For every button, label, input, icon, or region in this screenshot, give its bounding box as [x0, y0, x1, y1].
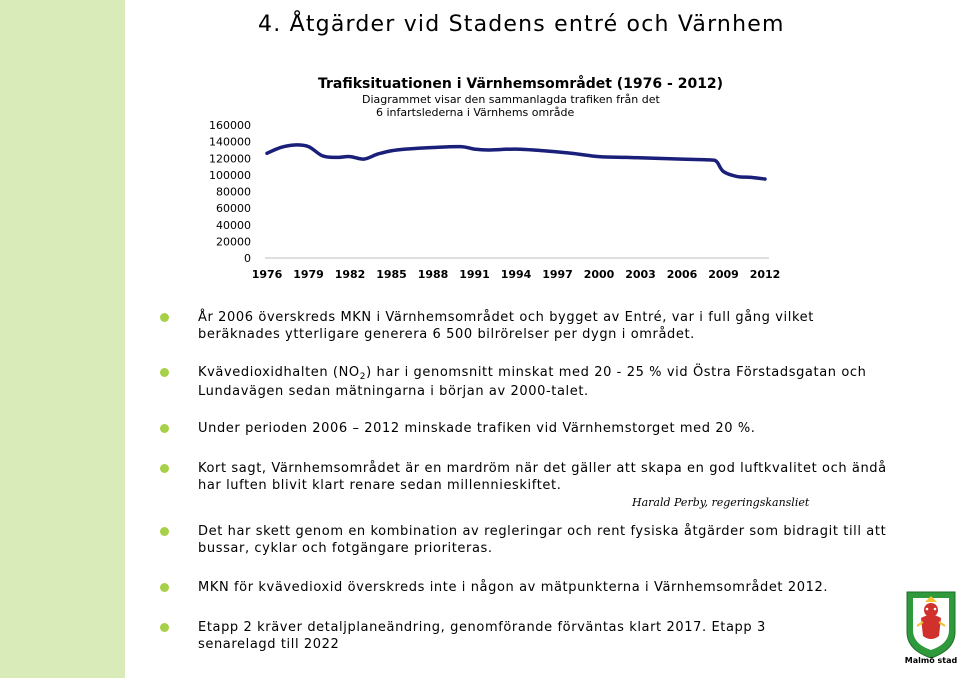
x-tick-label: 2000 [583, 268, 615, 281]
y-tick-label: 160000 [209, 119, 251, 132]
bullet-text: Kort sagt, Värnhemsområdet är en mardröm när det gäller att skapa en god luftkvalitet och ändå har luften blivit klart renare sedan millennieskiftet. [198, 461, 887, 493]
bullet-dot-icon [160, 527, 169, 536]
logo-text: Malmö stad [904, 656, 958, 665]
bullet-text: Etapp 2 kräver detaljplaneändring, genomförande förväntas klart 2017. Etapp 3 senarelagd till 2022 [198, 620, 766, 652]
traffic-series-line [267, 145, 765, 179]
x-tick-label: 1997 [542, 268, 573, 281]
chart-subtitle-line-2: 6 infartslederna i Värnhems område [376, 106, 575, 119]
x-tick-label: 2009 [708, 268, 739, 281]
bullet-dot-icon [160, 368, 169, 377]
x-tick-label: 2012 [749, 268, 781, 281]
bullet-dot-icon [160, 583, 169, 592]
x-tick-label: 2003 [625, 268, 656, 281]
x-tick-label: 2006 [666, 268, 698, 281]
slide-title: 4. Åtgärder vid Stadens entré och Värnhem [258, 12, 785, 37]
bullet-dot-icon [160, 464, 169, 473]
quote-attribution: Harald Perby, regeringskansliet [632, 496, 810, 509]
bullet-text: MKN för kvävedioxid överskreds inte i någon av mätpunkterna i Värnhemsområdet 2012. [198, 580, 829, 595]
x-tick-label: 1976 [251, 268, 283, 281]
chart-subtitle [362, 93, 660, 119]
bullet-text [198, 364, 888, 400]
bullet-text: Det har skett genom en kombination av regleringar och rent fysiska åtgärder som bidragit till att bussar, cyklar och fotgängare prioriteras. [198, 524, 887, 556]
y-tick-label: 100000 [209, 168, 251, 182]
bullet-dot-icon [160, 623, 169, 632]
bullet-dot-icon [160, 424, 169, 433]
x-tick-label: 1979 [293, 268, 324, 281]
y-tick-label: 120000 [209, 152, 251, 166]
bullet-text: År 2006 överskreds MKN i Värnhemsområdet och bygget av Entré, var i full gång vilket beräknades ytterligare generera 6 500 bilrörelser per dygn i området. [198, 310, 814, 342]
y-tick-label: 60000 [216, 202, 251, 216]
y-tick-label: 20000 [216, 235, 251, 249]
bullet-dot-icon [160, 313, 169, 322]
x-tick-label: 1994 [500, 268, 532, 281]
y-tick-label: 80000 [216, 185, 251, 199]
x-tick-label: 1991 [459, 268, 490, 281]
y-tick-label: 140000 [209, 135, 251, 149]
y-tick-label: 40000 [216, 218, 251, 232]
x-tick-label: 1988 [417, 268, 449, 281]
x-tick-label: 1985 [376, 268, 407, 281]
bullet-text-part: ) har i genomsnitt minskat med 20 - 25 % vid Östra Förstadsgatan och Lundavägen sedan mätningarna i början av 2000-talet. [198, 365, 867, 399]
chart-subtitle-line-1: Diagrammet visar den sammanlagda trafiken från det [362, 93, 660, 106]
x-tick-label: 1982 [334, 268, 366, 281]
sidebar-divider [125, 0, 127, 678]
bullet-text-part: Kvävedioxidhalten (NO [198, 365, 360, 380]
sidebar-band [0, 0, 125, 678]
subscript: 2 [359, 372, 367, 382]
chart-title: Trafiksituationen i Värnhemsområdet (1976 - 2012) [318, 76, 724, 92]
y-tick-label: 0 [244, 252, 251, 265]
bullet-text: Under perioden 2006 – 2012 minskade trafiken vid Värnhemstorget med 20 %. [198, 421, 756, 436]
